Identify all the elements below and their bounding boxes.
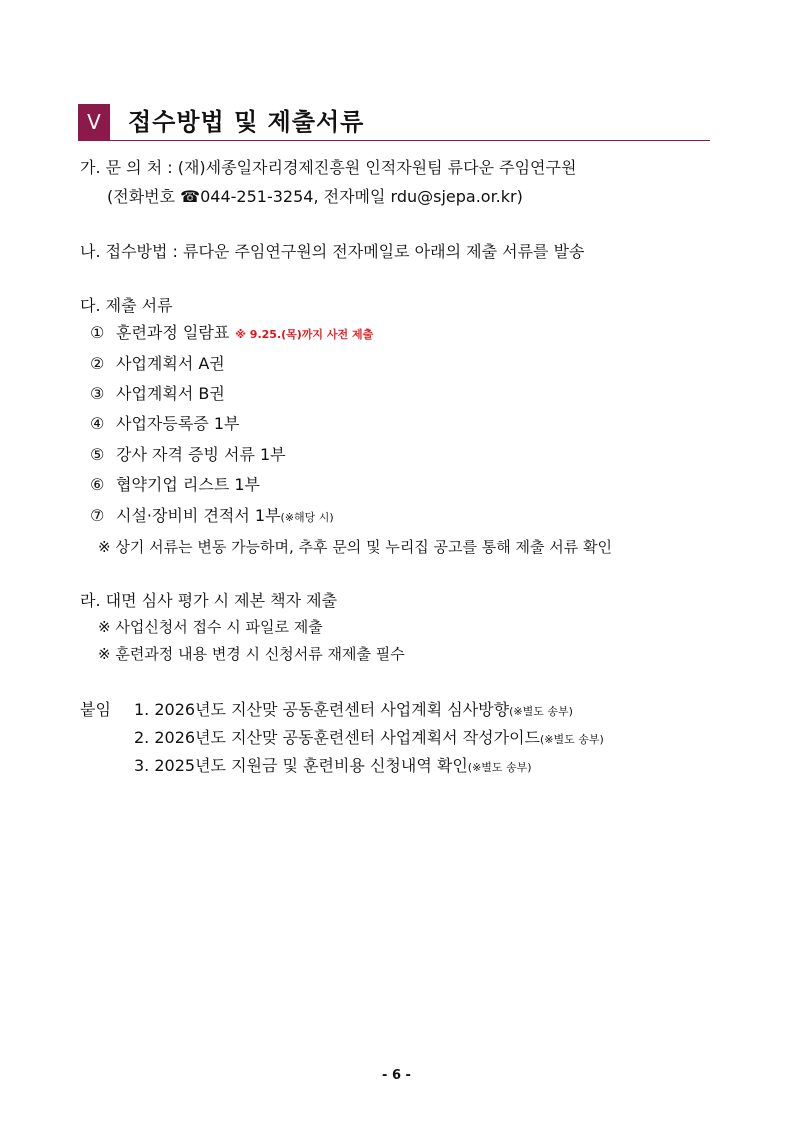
interview-note: ※ 훈련과정 내용 변경 시 신청서류 재제출 필수 — [98, 645, 405, 663]
item-text: 강사 자격 증빙 서류 1부 — [116, 445, 286, 464]
document-item — [90, 444, 286, 466]
section-title: 접수방법 및 제출서류 — [128, 108, 365, 136]
document-item — [90, 383, 225, 405]
document-item — [90, 474, 260, 496]
item-qualifier: (※해당 시) — [280, 511, 334, 524]
item-number: ① — [90, 323, 105, 342]
attachment-qualifier: (※별도 송부) — [467, 761, 532, 774]
attachment-qualifier: (※별도 송부) — [540, 733, 604, 746]
attachments-label: 붙임 — [80, 700, 111, 719]
contact-line: 가. 문 의 처 : (재)세종일자리경제진흥원 인적자원팀 류다운 주임연구원 — [80, 158, 577, 177]
contact-phone-line — [107, 186, 523, 208]
page-number: - 6 - — [382, 1068, 411, 1083]
attachment-qualifier: (※별도 송부) — [509, 705, 573, 718]
section-badge: V — [78, 104, 110, 140]
document-item — [90, 505, 334, 529]
document-item — [90, 353, 225, 375]
attachment-text: 2. 2026년도 지산맞 공동훈련센터 사업계획서 작성가이드 — [134, 728, 540, 747]
item-text: 사업계획서 B권 — [116, 384, 225, 403]
item-number: ⑥ — [90, 475, 105, 494]
phone-prefix: (전화번호 — [107, 187, 181, 206]
document-item — [90, 413, 239, 435]
item-number: ⑦ — [90, 506, 105, 525]
title-divider — [78, 140, 710, 141]
document-item — [90, 322, 373, 346]
item-number: ⑤ — [90, 445, 105, 464]
item-text: 시설·장비비 견적서 1부 — [116, 506, 281, 525]
interview-note: ※ 사업신청서 접수 시 파일로 제출 — [98, 618, 323, 636]
documents-footnote: ※ 상기 서류는 변동 가능하며, 추후 문의 및 누리집 공고를 통해 제출 서류 확인 — [98, 538, 613, 556]
documents-heading: 다. 제출 서류 — [80, 296, 173, 315]
item-text: 협약기업 리스트 1부 — [116, 475, 260, 494]
attachment-item — [134, 755, 532, 779]
item-number: ③ — [90, 384, 105, 403]
phone-email-text: 044-251-3254, 전자메일 rdu@sjepa.or.kr) — [200, 187, 523, 206]
attachment-item — [134, 727, 604, 751]
phone-icon: ☎ — [180, 187, 201, 206]
attachment-text: 3. 2025년도 지원금 및 훈련비용 신청내역 확인 — [134, 756, 468, 775]
item-text: 사업자등록증 1부 — [116, 414, 240, 433]
attachment-item — [134, 699, 573, 723]
interview-heading: 라. 대면 심사 평가 시 제본 책자 제출 — [80, 591, 338, 610]
item-number: ② — [90, 354, 105, 373]
attachment-text: 1. 2026년도 지산맞 공동훈련센터 사업계획 심사방향 — [134, 700, 510, 719]
item-number: ④ — [90, 414, 105, 433]
item-text: 훈련과정 일람표 — [116, 323, 230, 342]
deadline-note: ※ 9.25.(목)까지 사전 제출 — [235, 328, 374, 341]
submission-method: 나. 접수방법 : 류다운 주임연구원의 전자메일로 아래의 제출 서류를 발송 — [80, 242, 585, 261]
item-text: 사업계획서 A권 — [116, 354, 225, 373]
